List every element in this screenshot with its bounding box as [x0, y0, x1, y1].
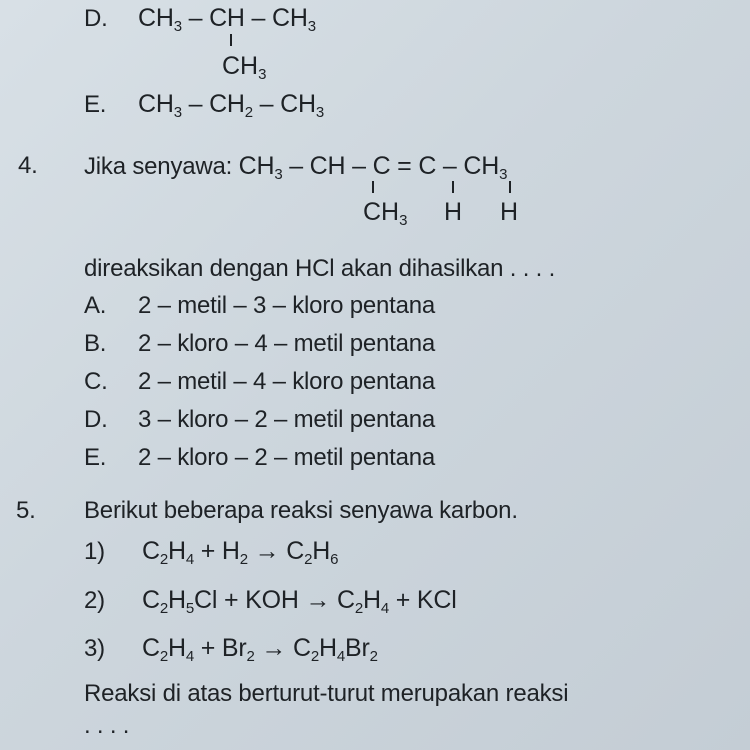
option-letter: D. [84, 406, 108, 433]
reaction-2 [84, 586, 457, 615]
option-letter: B. [84, 330, 107, 357]
sub-ch3: $CH_3$ [363, 198, 408, 229]
option-letter: D. [84, 5, 108, 32]
option-letter: C. [84, 368, 108, 395]
question-4-number: 4. [18, 152, 38, 179]
reaction-3 [84, 634, 378, 663]
question-5-closing: Reaksi di atas berturut-turut merupakan reaksi [84, 680, 569, 707]
formula-d: $CH_3$ – CH – $CH_3$ [138, 4, 316, 35]
reaction-equation: $C_2H_4 + H_2 \to C_2H_6$ [142, 537, 339, 568]
formula-e: $CH_3 - CH_2 - CH_3$ [138, 90, 324, 121]
option-letter: E. [84, 444, 107, 471]
reaction-number: 2) [84, 587, 105, 614]
sub-h2: H [500, 198, 519, 226]
question-4-text: direaksikan dengan HCl akan dihasilkan . . . . [84, 255, 556, 282]
option-text: 2 – kloro – 4 – metil pentana [138, 330, 436, 357]
branch-ch3: $CH_3$ [222, 52, 267, 83]
reaction-1 [84, 537, 338, 566]
bond-line [372, 181, 374, 193]
option-e [84, 444, 435, 472]
reaction-equation: $C_2H_5Cl$ + KOH → $C_2H_4$ + KCl [142, 586, 457, 617]
option-letter: E. [84, 91, 107, 118]
reaction-number: 1) [84, 538, 105, 565]
bond-line [230, 34, 232, 46]
option-text: 2 – metil – 4 – kloro pentana [138, 368, 436, 395]
question-4-stem: Jika senyawa: $CH_3$ – CH – $C = C - CH_3$ [84, 152, 508, 183]
question-5-number: 5. [16, 497, 36, 524]
reaction-equation: $C_2H_4 + Br_2 \to C_2H_4Br_2$ [142, 634, 378, 665]
option-d [84, 406, 435, 434]
formula-q4: $CH_3$ – CH – $C = C - CH_3$ [238, 152, 508, 183]
option-c [84, 368, 435, 396]
bond-line [509, 181, 511, 193]
option-a [84, 292, 435, 320]
option-text: 3 – kloro – 2 – metil pentana [138, 406, 436, 433]
reaction-number: 3) [84, 635, 105, 662]
question-5-intro: Berikut beberapa reaksi senyawa karbon. [84, 497, 518, 524]
bond-line [452, 181, 454, 193]
option-e-prev [84, 90, 324, 119]
sub-h1: H [444, 198, 463, 226]
option-d-prev [84, 4, 316, 33]
option-text: 2 – kloro – 2 – metil pentana [138, 444, 436, 471]
option-letter: A. [84, 292, 107, 319]
question-5-ellipsis: . . . . [84, 712, 130, 739]
option-text: 2 – metil – 3 – kloro pentana [138, 292, 436, 319]
option-b [84, 330, 435, 358]
